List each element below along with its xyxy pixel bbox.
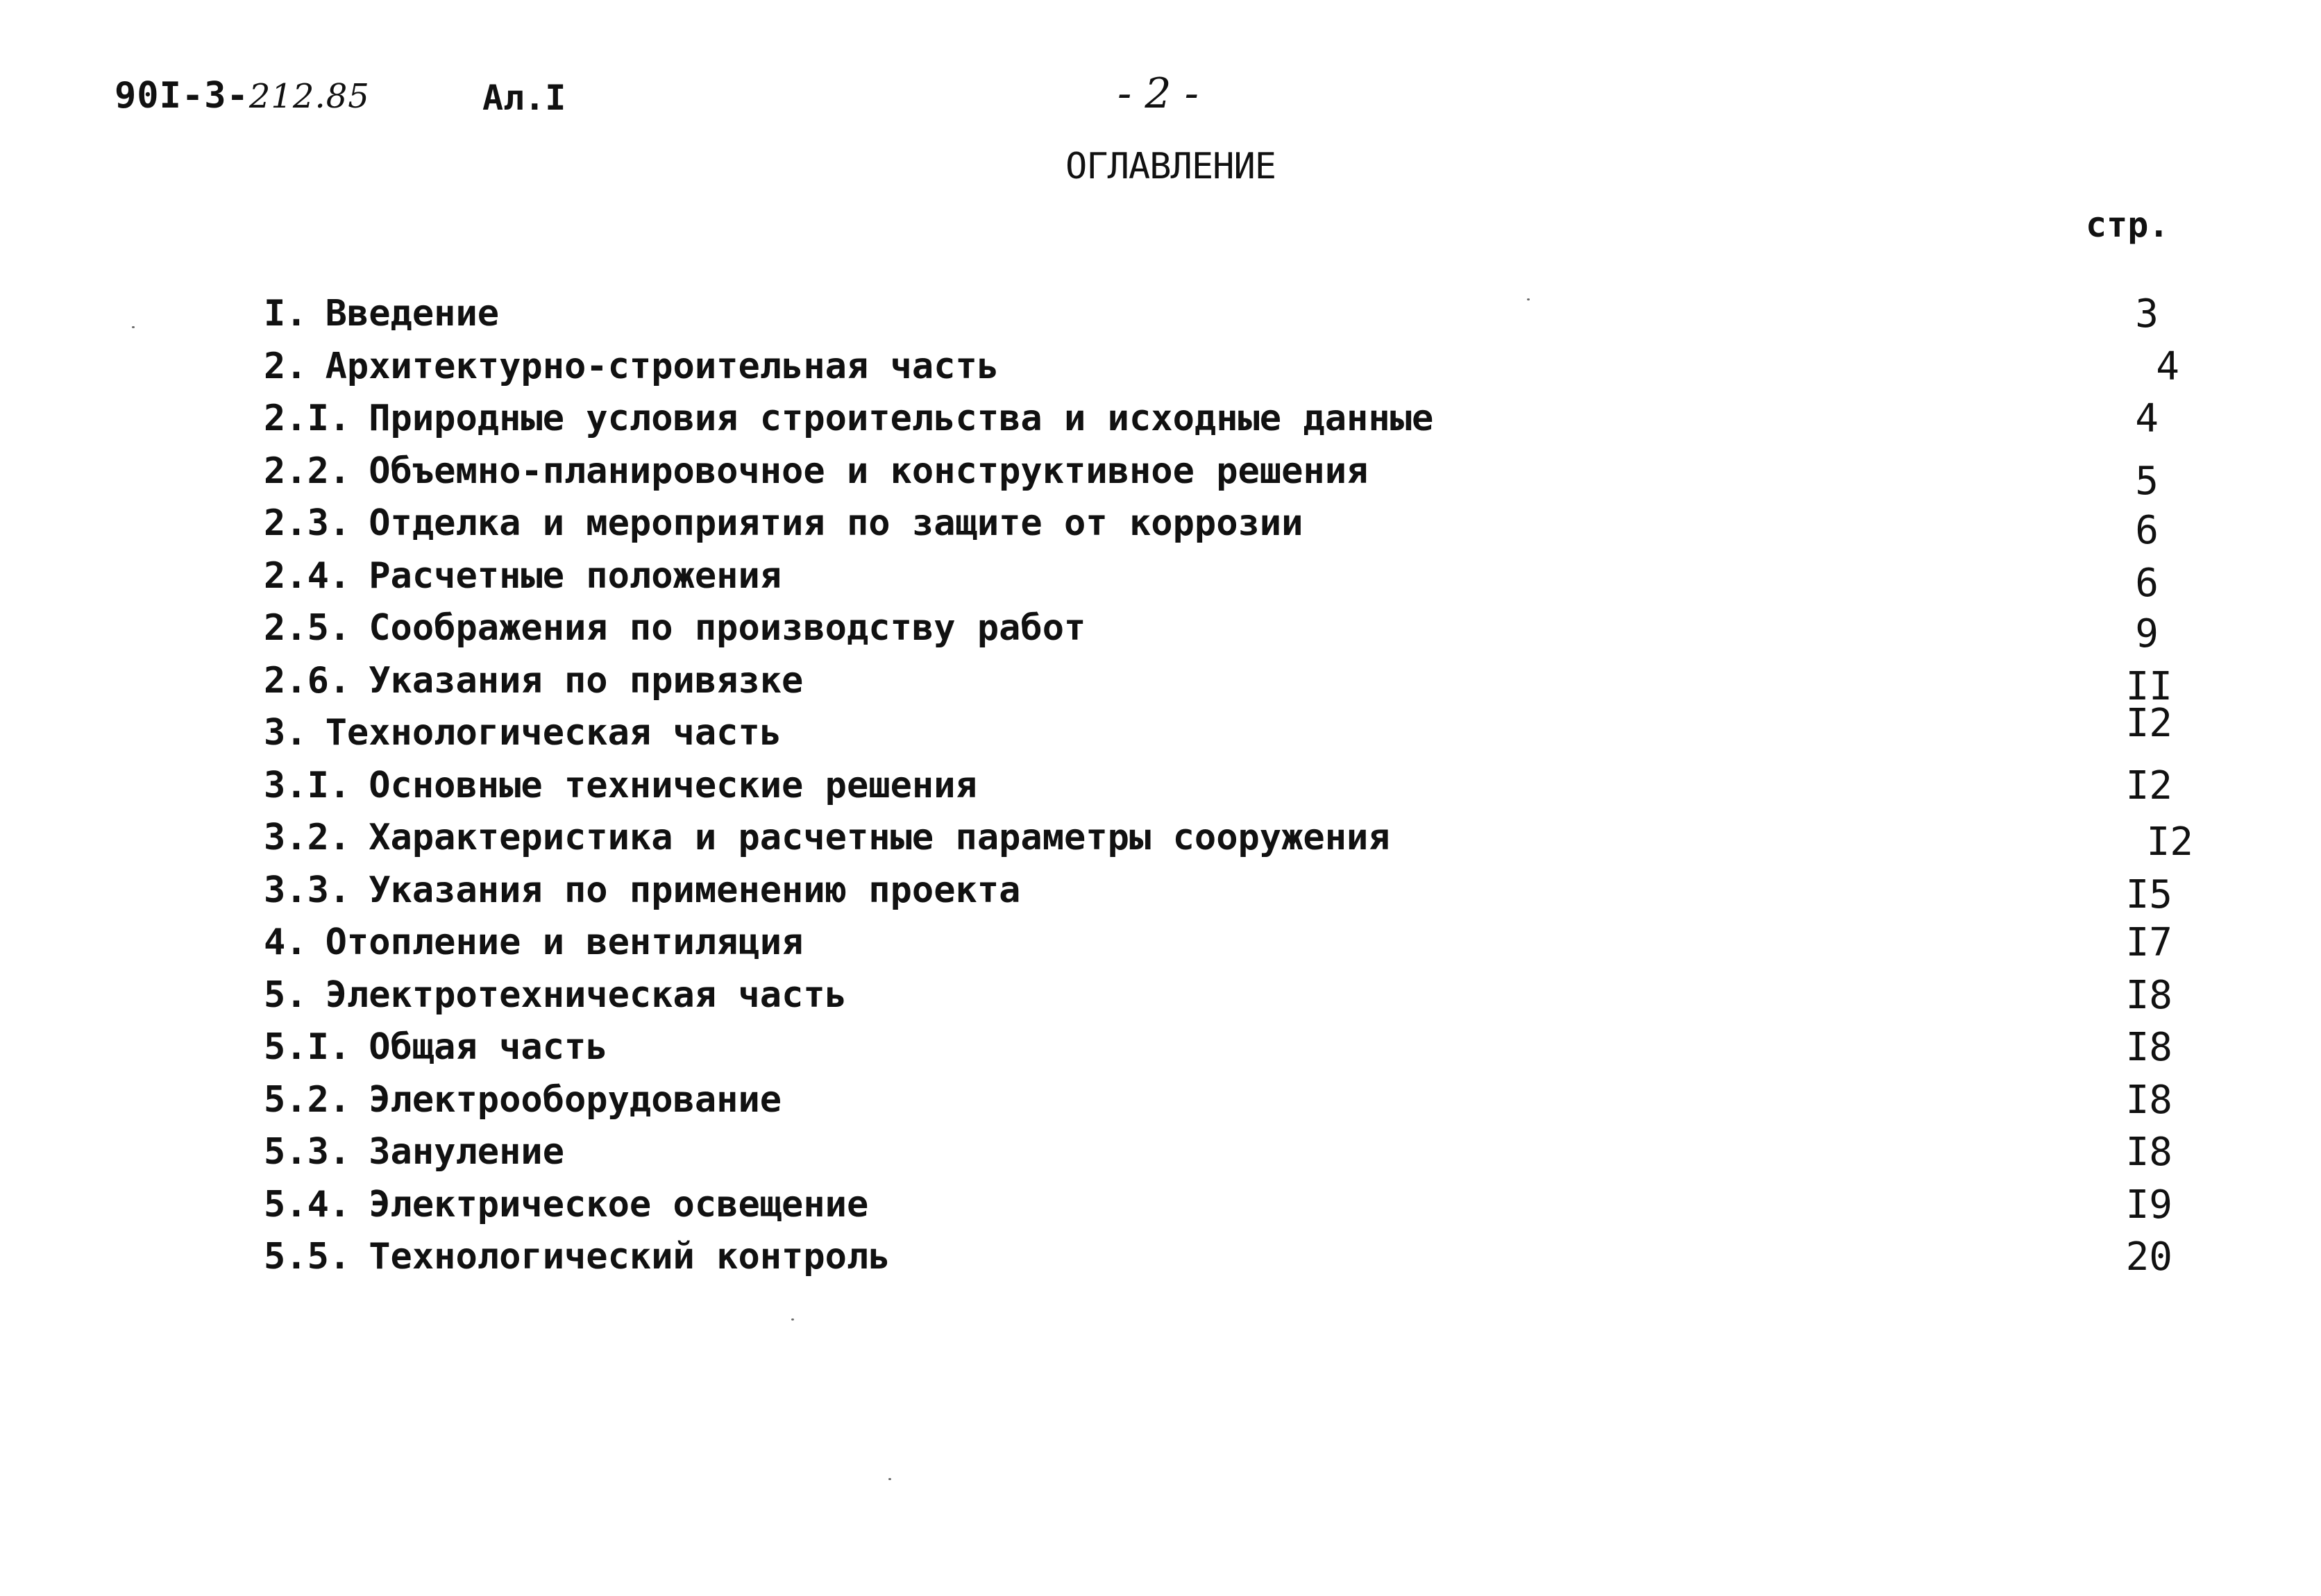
toc-entry-page: II [2125,663,2172,709]
toc-list [264,288,2207,1284]
toc-entry [264,393,2207,445]
toc-entry-title: Отделка и мероприятия по защите от коррозии [369,502,1303,544]
toc-entry [264,341,2207,393]
toc-entry-title: Электрическое освещение [369,1183,869,1225]
toc-entry-number: 4. [264,922,307,963]
toc-entry-number: 2.4. [264,554,351,597]
toc-entry-page: 3 [2135,291,2159,337]
toc-entry-page: I8 [2125,1025,2172,1070]
toc-entry-number: 5.3. [264,1131,351,1173]
sheet-label: Ал.I [482,78,566,118]
toc-entry-number: 3.I. [264,764,351,806]
toc-entry [264,550,2207,606]
toc-entry-number: 2.I. [264,398,351,439]
toc-entry-number: 5.4. [264,1183,351,1225]
toc-entry-title: Архитектурно-строительная часть [325,345,999,387]
toc-entry [264,917,2207,969]
toc-entry-title: Общая часть [369,1026,608,1068]
toc-entry-number: 3. [264,712,307,754]
toc-entry-number: 2.5. [264,607,351,649]
toc-entry-page: I2 [2146,820,2193,865]
toc-entry [264,760,2207,813]
toc-entry [264,445,2207,504]
toc-entry [264,1179,2207,1232]
toc-entry-number: 5. [264,974,307,1016]
scan-speck [1527,298,1530,300]
toc-entry-number: 2. [264,345,307,387]
toc-entry-title: Отопление и вентиляция [325,922,804,963]
scan-speck [791,1318,794,1321]
toc-entry-title: Технологический контроль [369,1236,891,1277]
toc-entry-title: Технологическая часть [325,712,782,754]
toc-entry-number: 5.5. [264,1236,351,1277]
toc-entry-page: I8 [2125,1077,2172,1123]
toc-entry-number: 5.2. [264,1078,351,1121]
toc-entry-title: Электротехническая часть [325,974,847,1016]
toc-entry [264,969,2207,1022]
toc-entry-page: 4 [2156,343,2179,389]
toc-entry-title: Природные условия строительства и исходные данные [369,398,1434,439]
toc-entry-page: 6 [2135,560,2159,606]
toc-title: ОГЛАВЛЕНИЕ [1065,146,1276,187]
toc-entry [264,655,2207,708]
toc-entry-title: Указания по привязке [369,659,804,702]
toc-entry [264,288,2207,341]
toc-entry-title: Соображения по производству работ [369,607,1086,649]
document-code [115,75,370,117]
toc-entry-number: 2.6. [264,659,351,702]
scan-speck [132,326,135,328]
toc-entry-page: 6 [2135,508,2159,553]
document-code-handwritten: 212.85 [248,77,370,116]
toc-entry [264,1074,2207,1127]
toc-entry-number: 5.I. [264,1026,351,1068]
toc-entry [264,498,2207,553]
toc-entry-page: I8 [2125,972,2172,1018]
toc-entry [264,602,2207,655]
toc-entry-page: 5 [2135,458,2159,504]
toc-entry-page: I5 [2125,872,2172,917]
toc-entry-number: 3.3. [264,869,351,911]
toc-entry-page: I2 [2125,763,2172,808]
page-number: - 2 - [1117,69,1199,118]
toc-entry [264,1231,2207,1284]
toc-entry-page: 20 [2125,1234,2172,1280]
toc-entry-title: Расчетные положения [369,554,782,597]
toc-entry-number: I. [264,293,307,334]
toc-entry-page: I7 [2125,920,2172,965]
toc-entry [264,865,2207,917]
toc-entry [264,701,2207,760]
scan-speck [888,1478,891,1480]
toc-entry-page: I2 [2125,701,2172,746]
toc-entry-number: 2.3. [264,502,351,544]
toc-entry-title: Зануление [369,1131,564,1173]
document-code-printed: 90I-3- [115,75,249,117]
toc-entry-title: Указания по применению проекта [369,869,1021,911]
toc-entry-title: Основные технические решения [369,764,977,806]
toc-entry-page: I9 [2125,1182,2172,1228]
toc-entry [264,1126,2207,1179]
toc-entry-page: I8 [2125,1130,2172,1175]
toc-entry-number: 3.2. [264,817,351,858]
toc-entry-page: 9 [2135,611,2159,656]
toc-entry-title: Объемно-планировочное и конструктивное решения [369,450,1369,492]
toc-entry-number: 2.2. [264,450,351,492]
page-column-header: стр. [2086,205,2170,245]
toc-entry [264,1021,2207,1074]
toc-entry-page: 4 [2135,396,2159,441]
toc-entry-title: Характеристика и расчетные параметры сооружения [369,817,1390,858]
toc-entry-title: Введение [325,293,500,334]
toc-entry [264,812,2207,865]
toc-entry-title: Электрооборудование [369,1078,782,1121]
